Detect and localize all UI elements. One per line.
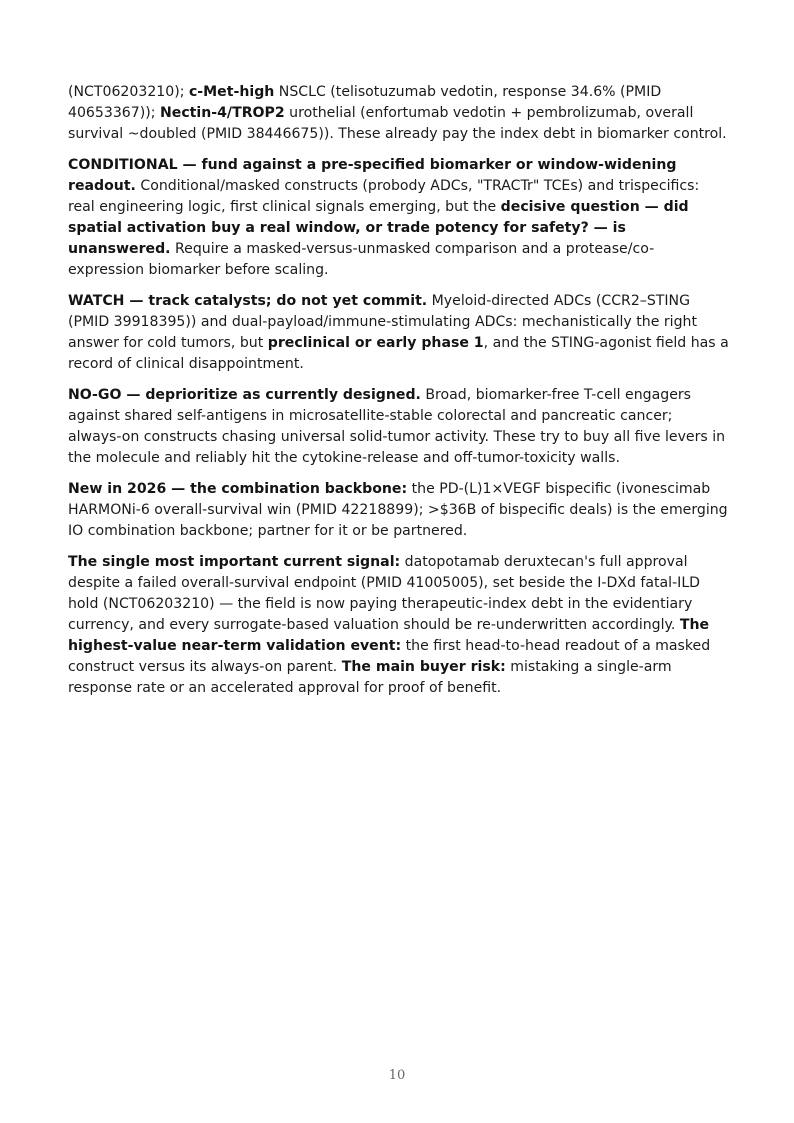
paragraph-combination-backbone — [68, 479, 730, 542]
page-number: 10 — [388, 1068, 406, 1083]
text-run: the PD-(L)1×VEGF bispecific (ivonescimab HARMONi-6 overall-survival win (PMID 42218899); >$36B of bispecific deals) is the emerging IO combination backbone; partner for it or be partnered. — [68, 481, 728, 539]
bold-run: decisive question — did spatial activation buy a real window, or trade potency for safety? — is unanswered. — [68, 199, 689, 257]
document-body — [68, 82, 730, 709]
paragraph-no-go — [68, 385, 730, 469]
bold-run: The main buyer risk: — [341, 659, 506, 675]
paragraph-conditional — [68, 155, 730, 281]
bold-run: Nectin-4/TROP2 — [159, 105, 285, 121]
bold-run: CONDITIONAL — fund against a pre-specified biomarker or window-widening readout. — [68, 157, 677, 194]
text-run: Broad, biomarker-free T-cell engagers against shared self-antigens in microsatellite-stable colorectal and pancreatic cancer; always-on constructs chasing universal solid-tumor activity. These try to buy all five levers in the molecule and reliably hit the cytokine-release and off-tumor-toxicity walls. — [68, 387, 726, 466]
text-run: the first head-to-head readout of a masked construct versus its always-on parent. — [68, 638, 711, 675]
bold-run: The highest-value near-term validation event: — [68, 617, 710, 654]
bold-run: c-Met-high — [188, 84, 275, 100]
text-run: , and the STING-agonist field has a record of clinical disappointment. — [68, 335, 729, 372]
bold-run: WATCH — track catalysts; do not yet commit. — [68, 293, 428, 309]
bold-run: preclinical or early phase 1 — [267, 335, 484, 351]
text-run: mistaking a single-arm response rate or an accelerated approval for proof of benefit. — [68, 659, 672, 696]
text-run: datopotamab deruxtecan's full approval despite a failed overall-survival endpoint (PMID 41005005), set beside the I-DXd fatal-ILD hold (NCT06203210) — the field is now paying therapeutic-index debt in the evidentiary currency, and every surrogate-based valuation should be re-underwritten accordingly. — [68, 554, 701, 633]
text-run: Require a masked-versus-unmasked comparison and a protease/co-expression biomarker before scaling. — [68, 241, 655, 278]
paragraph-watch — [68, 291, 730, 375]
text-run: NSCLC (telisotuzumab vedotin, response 34.6% (PMID 40653367)); — [68, 84, 662, 121]
paragraph-key-signal — [68, 552, 730, 699]
bold-run: The single most important current signal: — [68, 554, 401, 570]
text-run: (NCT06203210); — [68, 84, 189, 100]
bold-run: New in 2026 — the combination backbone: — [68, 481, 408, 497]
paragraph-biomarker-control — [68, 82, 730, 145]
bold-run: NO-GO — deprioritize as currently designed. — [68, 387, 421, 403]
text-run: Conditional/masked constructs (probody ADCs, "TRACTr" TCEs) and trispecifics: real engineering logic, first clinical signals emerging, but the — [68, 178, 700, 215]
text-run: Myeloid-directed ADCs (CCR2–STING (PMID 39918395)) and dual-payload/immune-stimulating ADCs: mechanistically the right answer for cold tumors, but — [68, 293, 697, 351]
text-run: urothelial (enfortumab vedotin + pembrolizumab, overall survival ~doubled (PMID 38446675)). These already pay the index debt in biomarker control. — [68, 105, 727, 142]
